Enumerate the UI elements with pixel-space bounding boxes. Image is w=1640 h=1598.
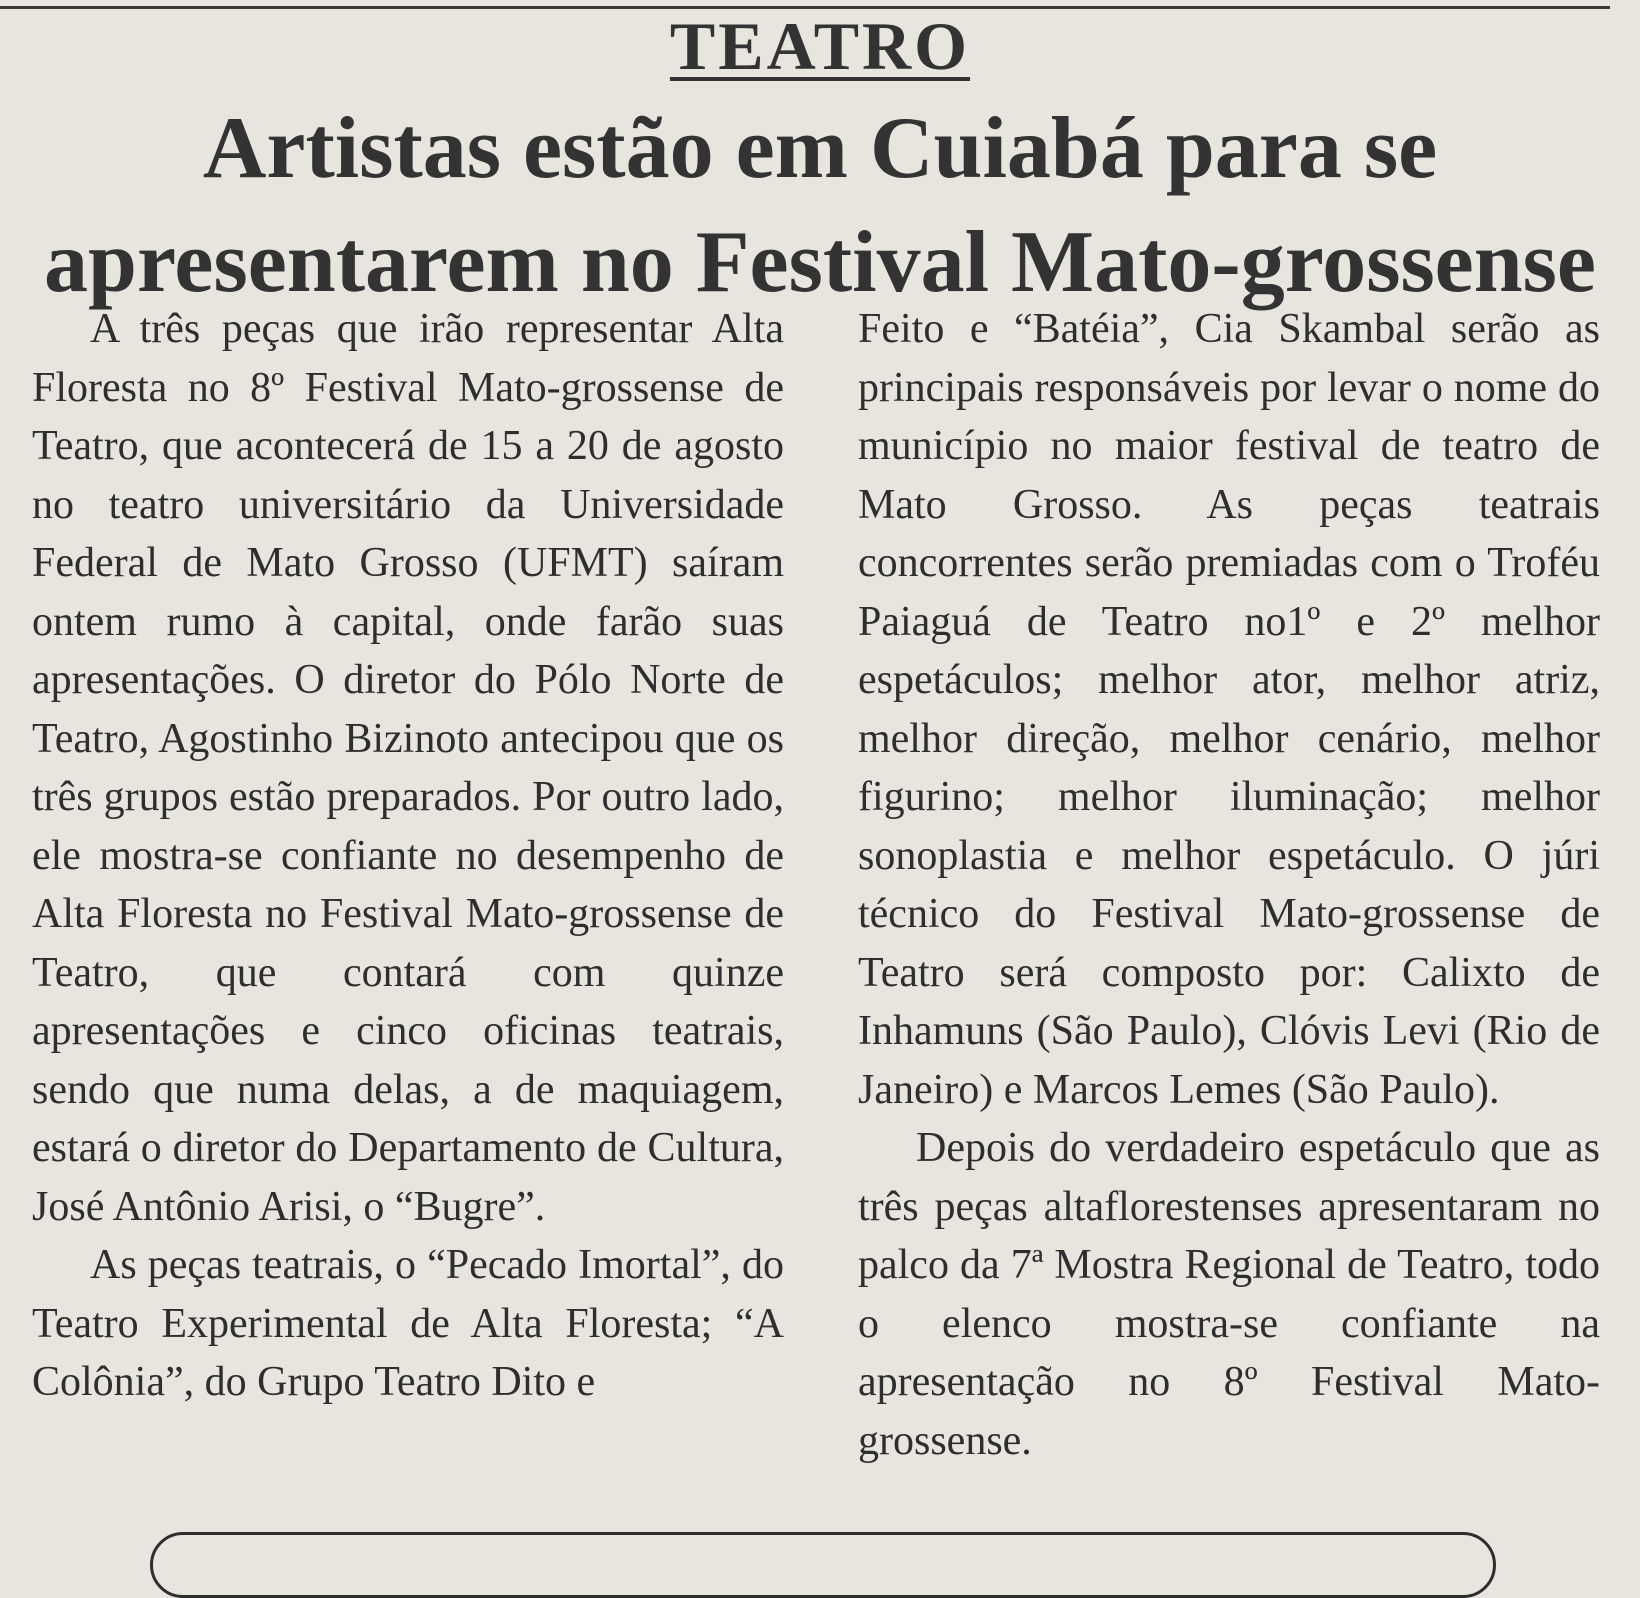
paragraph-2-continued: Feito e “Batéia”, Cia Skambal serão as principais responsáveis por levar o nome do município no maior festival de teatro de Mato Grosso. As peças teatrais concorrentes serão premiadas com o Troféu Paiaguá de Teatro no1º e 2º melhor espetáculos; melhor ator, melhor atriz, melhor direção, melhor cenário, melhor figurino; melhor iluminação; melhor sonoplastia e melhor espetáculo. O júri técnico do Festival Mato-grossense de Teatro será composto por: Calixto de Inhamuns (São Paulo), Clóvis Levi (Rio de Janeiro) e Marcos Lemes (São Paulo).	[858, 306, 1600, 1113]
right-column	[858, 300, 1600, 1525]
headline: Artistas estão em Cuiabá para se apresentarem no Festival Mato-grossense	[44, 100, 1596, 311]
paragraph-1: A três peças que irão representar Alta Floresta no 8º Festival Mato-grossense de Teatro, que acontecerá de 15 a 20 de agosto no teatro universitário da Universidade Federal de Mato Grosso (UFMT) saíram ontem rumo à capital, onde farão suas apresentações. O diretor do Pólo Norte de Teatro, Agostinho Bizinoto antecipou que os três grupos estão preparados. Por outro lado, ele mostra-se confiante no desempenho de Alta Floresta no Festival Mato-grossense de Teatro, que contará com quinze apresentações e cinco oficinas teatrais, sendo que numa delas, a de maquiagem, estará o diretor do Departamento de Cultura, José Antônio Arisi, o “Bugre”.	[32, 306, 784, 1230]
section-label: TEATRO	[669, 8, 971, 84]
paragraph-2-start: As peças teatrais, o “Pecado Imortal”, do Teatro Experimental de Alta Floresta; “A Colônia”, do Grupo Teatro Dito e	[32, 1242, 784, 1405]
left-column	[32, 300, 784, 1525]
next-article-frame	[150, 1532, 1496, 1598]
paragraph-3: Depois do verdadeiro espetáculo que as três peças altaflorestenses apresentaram no palco da 7ª Mostra Regional de Teatro, todo o elenco mostra-se confiante na apresentação no 8º Festival Mato-grossense.	[858, 1125, 1600, 1464]
